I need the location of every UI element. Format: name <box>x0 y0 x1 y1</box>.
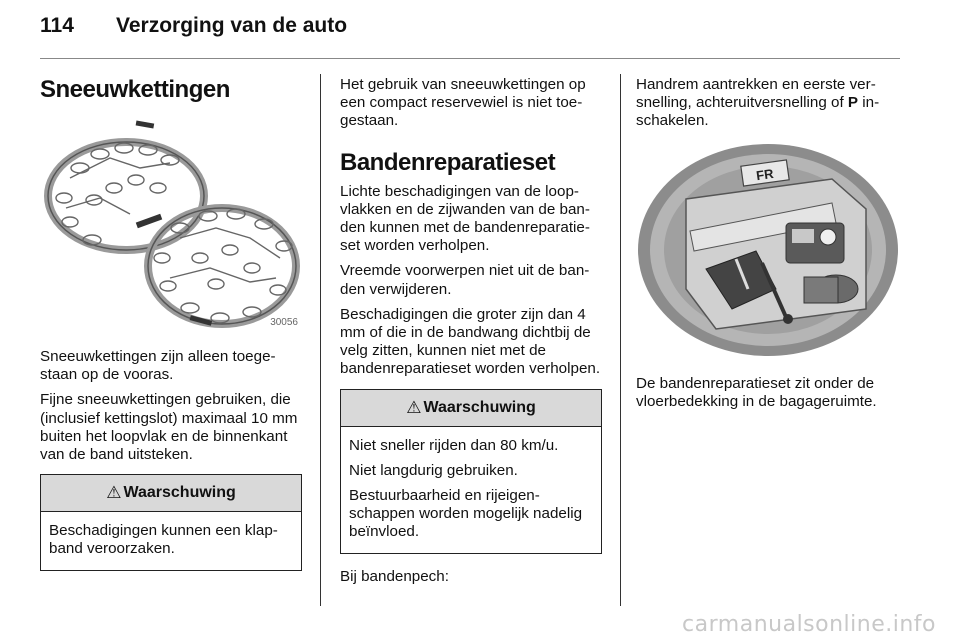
header-rule <box>40 58 900 59</box>
warning-triangle-icon: ⚠ <box>406 397 422 417</box>
warning-header <box>341 390 601 427</box>
warning-title: Waarschuwing <box>123 484 236 502</box>
column-divider <box>620 74 621 606</box>
figure-number: 30056 <box>270 316 298 328</box>
warning-text: Bestuurbaarheid en rijeigenschappen worden mogelijk nadelig beïnvloed. <box>349 487 583 541</box>
snow-chains-figure <box>40 118 302 336</box>
repair-kit-illustration <box>636 139 900 361</box>
column-divider <box>320 74 321 606</box>
column-2 <box>340 76 602 593</box>
warning-header <box>41 475 301 512</box>
warning-text: Niet langdurig gebruiken. <box>349 461 518 479</box>
paragraph: Het gebruik van sneeuwkettingen op een compact reservewiel is niet toegestaan. <box>340 76 586 130</box>
running-title: Verzorging van de auto <box>116 14 348 37</box>
warning-title: Waarschuwing <box>423 398 536 416</box>
warning-triangle-icon: ⚠ <box>106 483 122 503</box>
figure-label: FR <box>755 165 775 183</box>
column-3 <box>636 76 900 418</box>
repair-kit-figure <box>636 139 898 361</box>
section-title-snow-chains: Sneeuwkettingen <box>40 76 230 103</box>
snow-chains-illustration <box>40 118 302 336</box>
paragraph: Beschadigingen die groter zijn dan 4 mm of die in de bandwang dichtbij de velg zitten, kunnen niet met de bandenreparatieset worden verholpen. <box>340 305 601 378</box>
warning-box <box>40 474 302 570</box>
paragraph: Fijne sneeuwkettingen gebruiken, die (inclusief kettingslot) maximaal 10 mm buiten het loopvlak en de binnenkant van de band uitsteken. <box>40 391 298 464</box>
gear-key-p: P <box>847 94 859 112</box>
column-1 <box>40 76 302 585</box>
section-title-tire-repair-kit: Bandenreparatieset <box>340 148 556 176</box>
paragraph: Sneeuwkettingen zijn alleen toegestaan op de vooras. <box>40 348 276 384</box>
paragraph: De bandenreparatieset zit onder de vloerbedekking in de bagageruimte. <box>636 374 877 410</box>
warning-box <box>340 389 602 554</box>
paragraph: Lichte beschadigingen van de loopvlakken en de zijwanden van de banden kunnen met de bandenreparatieset worden verholpen. <box>340 182 590 255</box>
page-number: 114 <box>40 14 74 37</box>
warning-text: Niet sneller rijden dan 80 km/u. <box>349 436 559 454</box>
paragraph: Vreemde voorwerpen niet uit de banden verwijderen. <box>340 262 590 298</box>
warning-text: Beschadigingen kunnen een klapband veroorzaken. <box>49 522 278 558</box>
paragraph: Bij bandenpech: <box>340 567 449 585</box>
watermark: carmanualsonline.info <box>682 612 936 637</box>
paragraph-handbrake: Handrem aantrekken en eerste versnelling, achteruitversnelling of P inschakelen. <box>636 76 880 130</box>
